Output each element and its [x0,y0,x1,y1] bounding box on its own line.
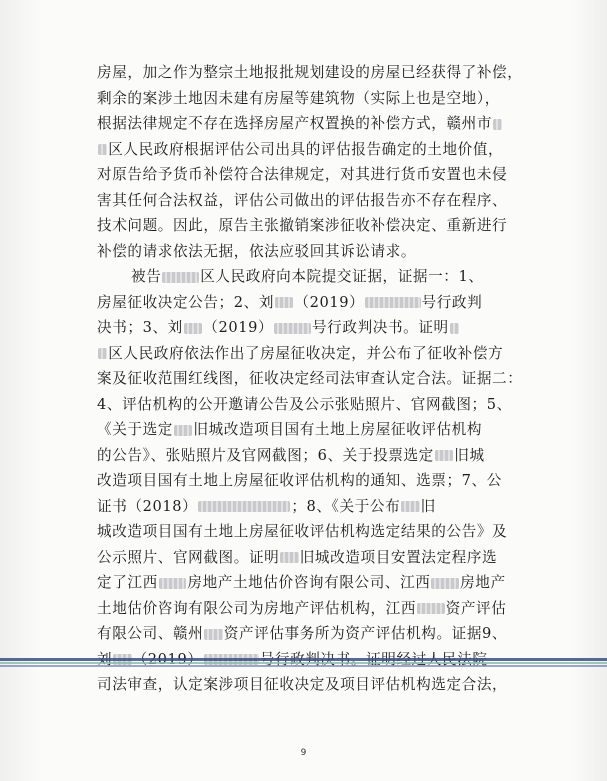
text-segment: 资产评估 [445,599,507,617]
redaction-mark [417,603,445,614]
text-line [97,293,482,313]
redaction-mark [98,348,107,359]
text-line [97,63,522,83]
text-segment: 剩余的案涉土地因未建有房屋等建筑物（实际上也是空地）， [97,89,500,107]
text-segment: 房屋征收决定公告；2、刘 [97,293,275,311]
redaction-mark [159,578,187,589]
redaction-mark [98,144,107,155]
redaction-mark [401,501,419,512]
text-line [97,89,500,109]
text-segment: 房地产土地估价咨询有限公司、江西 [187,574,431,591]
text-segment: 公示照片、官网截图。证明 [97,548,280,566]
text-line [97,548,497,568]
text-line [97,395,512,415]
text-segment: 司法审查，认定案涉项目征收决定及项目评估机构选定合法， [97,676,508,693]
text-segment: 技术问题。因此，原告主张撤销案涉征收补偿决定、重新进行 [97,217,508,234]
text-line [131,267,484,287]
redaction-mark [274,323,311,334]
redaction-mark [198,501,290,512]
text-segment: 《关于选定 [97,421,173,438]
text-line [97,369,522,389]
text-line [97,624,507,644]
text-segment: 土地估价咨询有限公司为房地产评估机构，江西 [97,599,417,617]
text-segment: 害其任何合法权益，评估公司做出的评估报告亦不存在程序、 [97,191,508,209]
redaction-mark [275,297,293,308]
text-line [97,599,506,619]
text-segment: 定了江西 [97,574,158,591]
redaction-mark [280,552,298,563]
text-line [97,165,507,185]
text-segment: 房地产 [460,574,506,591]
text-segment: 号行政判 [421,293,483,311]
text-segment: 旧城改造项目安置法定程序选 [299,548,498,566]
text-segment: 城改造项目国有土地上房屋征收评估机构选定结果的公告》及 [97,523,508,540]
text-segment: 房屋，加之作为整宗土地报批规划建设的房屋已经获得了补偿， [97,64,523,81]
text-segment: 根据法律规定不存在选择房屋产权置换的补偿方式，赣州市 [97,115,493,132]
text-line [97,318,460,338]
text-line [97,242,416,262]
scan-artifact-stripe [0,658,607,661]
text-line [97,344,503,364]
text-segment: 补偿的请求依法无据，依法应驳回其诉讼请求。 [97,242,417,260]
text-line [97,522,507,542]
text-line [97,573,506,593]
scan-artifact-stripe [0,662,607,664]
text-segment: 区人民政府根据评估公司出具的评估报告确定的土地价值， [108,140,504,158]
text-segment: （2019） [203,319,274,336]
redaction-mark [435,450,453,461]
text-line [97,446,485,466]
text-segment: 区人民政府向本院提交证据，证据一：1、 [200,268,484,285]
redaction-mark [204,629,222,640]
text-segment: （2019） [294,293,365,311]
text-segment: 旧 [420,497,436,515]
page-number: 9 [300,748,307,758]
redaction-mark [450,323,459,334]
text-segment: 有限公司、赣州 [97,625,204,642]
redaction-mark [431,578,459,589]
redaction-mark [493,119,502,130]
text-segment: 4、评估机构的公开邀请公告及公示张贴照片、官网截图；5、 [97,395,512,413]
text-line [97,675,507,695]
text-segment: 资产评估事务所为资产评估机构。证据9、 [223,625,508,642]
redaction-mark [184,323,202,334]
text-segment: 区人民政府依法作出了房屋征收决定，并公布了征收补偿方 [108,344,504,362]
text-line [97,191,507,211]
text-segment: ；8、《关于公布 [291,497,401,515]
text-segment: 号行政判决书。证明 [311,319,449,336]
scan-artifact-stripe [0,665,607,667]
text-segment: 决书；3、刘 [97,319,183,336]
text-segment: 被告 [131,268,162,285]
text-line [97,420,482,440]
text-segment: 旧城 [454,446,485,464]
text-segment: 改造项目国有土地上房屋征收评估机构的通知、选票；7、公 [97,472,502,489]
text-segment: 证书（2018） [97,497,198,515]
text-line [97,471,502,491]
text-line [97,114,503,134]
redaction-mark [174,425,192,436]
redaction-mark [365,297,420,308]
text-segment: 旧城改造项目国有土地上房屋征收评估机构 [193,421,483,438]
text-segment: 对原告给予货币补偿符合法律规定，对其进行货币安置也未侵 [97,166,508,183]
redaction-mark [162,272,199,283]
text-line [97,216,507,236]
text-line [97,497,436,517]
text-line [97,140,503,160]
text-segment: 的公告》、张贴照片及官网截图；6、关于投票选定 [97,446,434,464]
text-segment: 案及征收范围红线图，征收决定经司法审查认定合法。证据二： [97,370,523,387]
